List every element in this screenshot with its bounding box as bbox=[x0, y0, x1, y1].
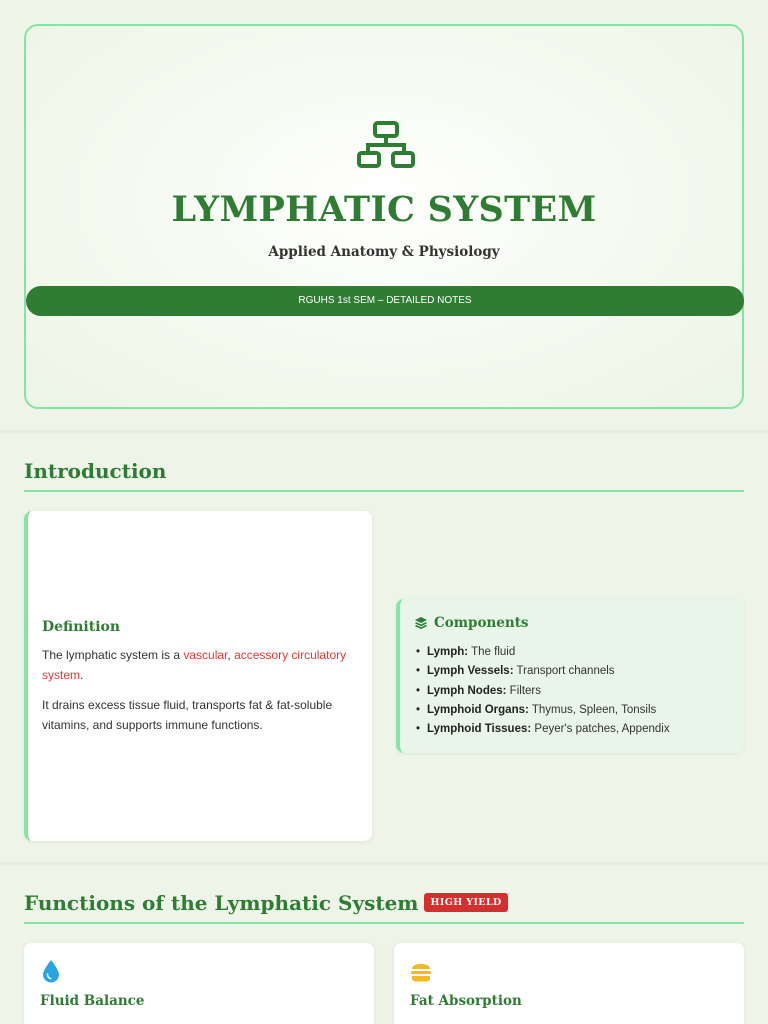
component-term: Lymph Vessels: bbox=[427, 665, 514, 678]
component-desc: Transport channels bbox=[513, 665, 615, 678]
high-yield-badge: HIGH YIELD bbox=[424, 893, 507, 912]
function-card-fluid-balance bbox=[24, 943, 374, 1024]
functions-heading-text: Functions of the Lymphatic System bbox=[24, 891, 419, 915]
layers-icon bbox=[414, 616, 428, 630]
component-term: Lymphoid Organs: bbox=[427, 703, 529, 716]
list-item bbox=[416, 720, 670, 739]
sitemap-icon bbox=[356, 120, 416, 170]
highlight-term: accessory circulatory system bbox=[42, 648, 347, 682]
component-desc: Peyer's patches, Appendix bbox=[531, 723, 670, 736]
page-title: LYMPHATIC SYSTEM bbox=[171, 189, 597, 230]
list-item bbox=[416, 701, 670, 720]
component-term: Lymphoid Tissues: bbox=[427, 723, 532, 736]
section-rule bbox=[24, 922, 744, 924]
hero-card bbox=[24, 24, 744, 409]
definition-separator: , bbox=[227, 648, 235, 662]
component-desc: The fluid bbox=[468, 646, 516, 658]
section-divider bbox=[0, 430, 768, 433]
section-divider bbox=[0, 862, 768, 865]
component-term: Lymph Nodes: bbox=[427, 684, 507, 697]
components-list bbox=[416, 643, 670, 739]
section-heading-functions bbox=[24, 891, 508, 915]
function-title: Fat Absorption bbox=[410, 993, 522, 1009]
component-desc: Filters bbox=[506, 684, 541, 697]
components-title: Components bbox=[434, 615, 529, 631]
highlight-term: vascular bbox=[183, 648, 228, 662]
burger-icon bbox=[410, 959, 432, 983]
definition-paragraph bbox=[42, 646, 362, 685]
definition-detail: It drains excess tissue fluid, transports fat & fat-soluble vitamins, and supports immune functions. bbox=[42, 698, 333, 732]
definition-text: The lymphatic system is a bbox=[42, 648, 184, 662]
list-item bbox=[416, 682, 670, 701]
list-item bbox=[416, 643, 670, 662]
list-item bbox=[416, 662, 670, 681]
function-title: Fluid Balance bbox=[40, 993, 145, 1009]
definition-card bbox=[24, 511, 372, 841]
droplet-icon bbox=[40, 959, 62, 983]
component-desc: Thymus, Spleen, Tonsils bbox=[528, 703, 657, 716]
component-term: Lymph: bbox=[427, 646, 469, 658]
section-rule bbox=[24, 490, 744, 492]
section-heading-introduction: Introduction bbox=[24, 459, 167, 483]
definition-period: . bbox=[80, 667, 84, 682]
components-header bbox=[414, 615, 529, 631]
components-card bbox=[396, 599, 744, 753]
function-card-fat-absorption bbox=[394, 943, 744, 1024]
definition-title: Definition bbox=[42, 619, 121, 635]
course-banner: RGUHS 1st SEM – DETAILED NOTES bbox=[26, 286, 744, 316]
page-subtitle: Applied Anatomy & Physiology bbox=[268, 244, 500, 260]
